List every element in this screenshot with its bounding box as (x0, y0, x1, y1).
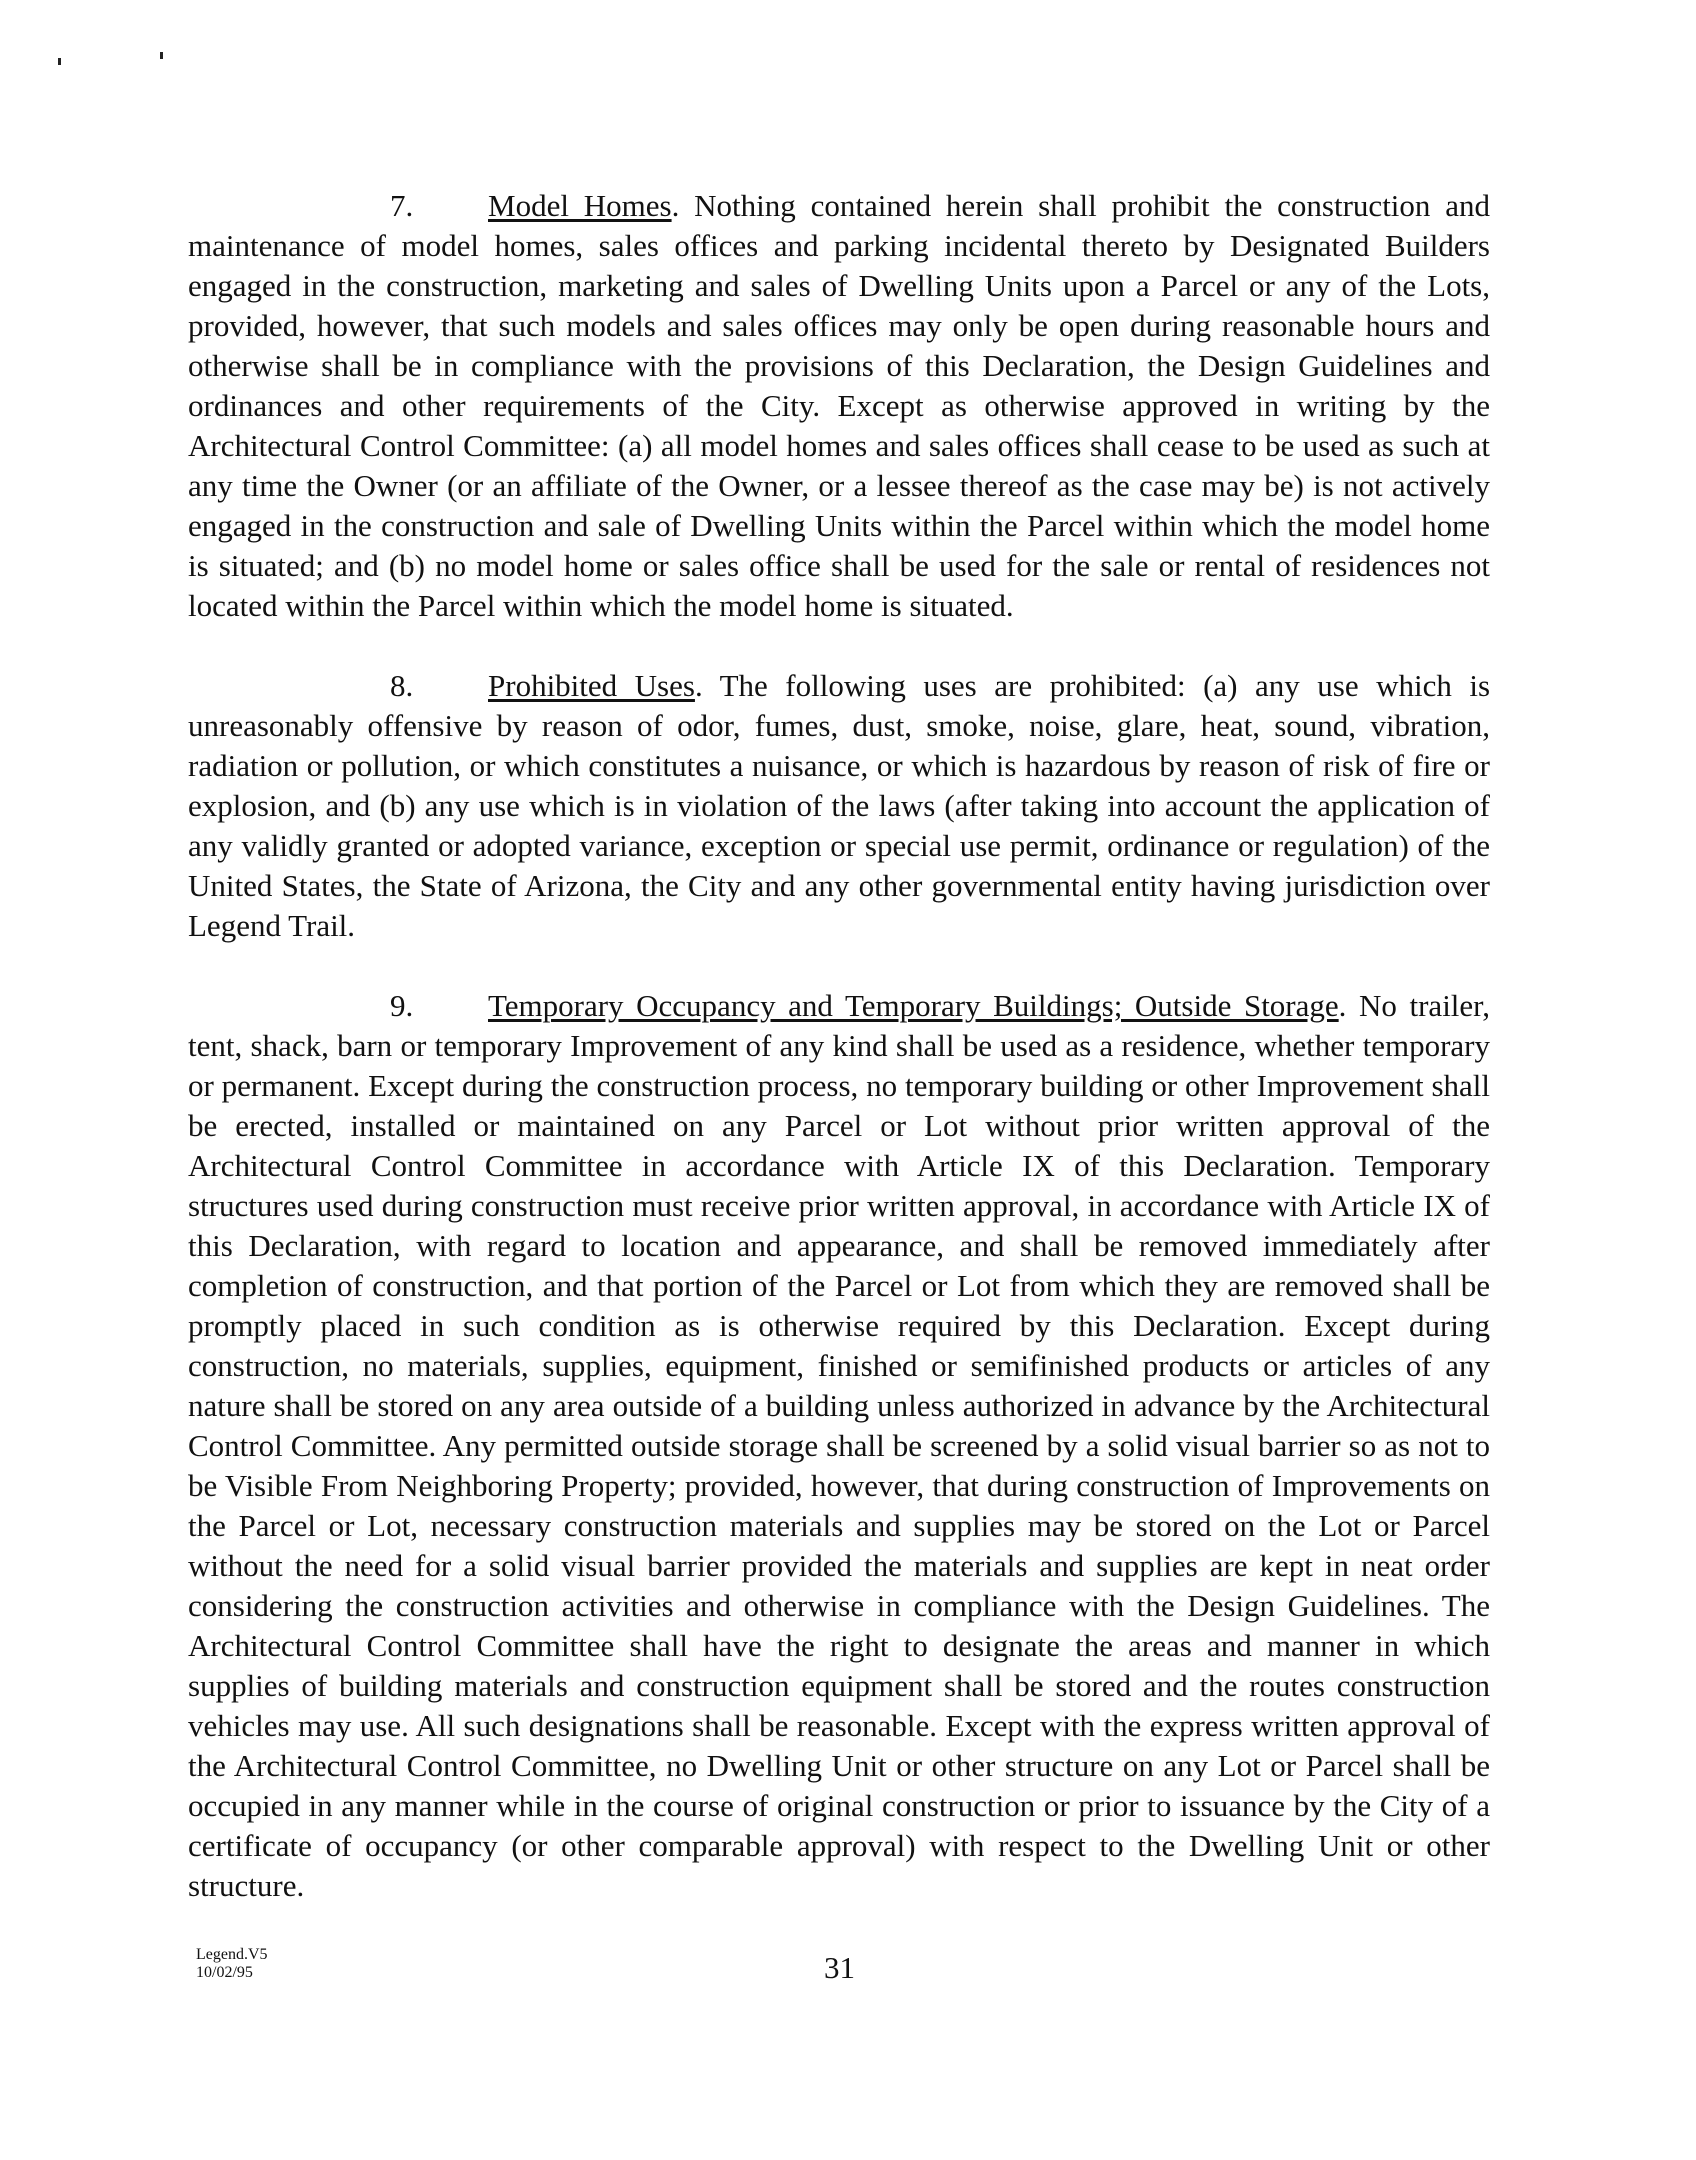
scan-artifact-mark (58, 58, 61, 65)
section-number: 8. (390, 668, 414, 703)
section-text: . Nothing contained herein shall prohibit the construction and maintenance of model homes, sales offices and parking incidental thereto by Designated Builders engaged in the construction, marketing and sales of Dwelling Units upon a Parcel or any of the Lots, provided, however, that such models and sales offices may only be open during reasonable hours and otherwise shall be in compliance with the provisions of this Declaration, the Design Guidelines and ordinances and other requirements of the City. Except as otherwise approved in writing by the Architectural Control Committee: (a) all model homes and sales offices shall cease to be used as such at any time the Owner (or an affiliate of the Owner, or a lessee thereof as the case may be) is not actively engaged in the construction and sale of Dwelling Units within the Parcel within which the model home is situated; and (b) no model home or sales office shall be used for the sale or rental of residences not located within the Parcel within which the model home is situated. (188, 188, 1490, 623)
page-number: 31 (824, 1950, 855, 1985)
section-heading: Temporary Occupancy and Temporary Buildings; Outside Storage (488, 988, 1339, 1023)
body-text (188, 186, 1490, 1906)
footer-doc-info (196, 1946, 268, 1982)
section-paragraph-7 (188, 186, 1490, 626)
section-text: . The following uses are prohibited: (a) any use which is unreasonably offensive by reason of odor, fumes, dust, smoke, noise, glare, heat, sound, vibration, radiation or pollution, or which constitutes a nuisance, or which is hazardous by reason of risk of fire or explosion, and (b) any use which is in violation of the laws (after taking into account the application of any validly granted or adopted variance, exception or special use permit, ordinance or regulation) of the United States, the State of Arizona, the City and any other governmental entity having jurisdiction over Legend Trail. (188, 668, 1491, 943)
section-text: . No trailer, tent, shack, barn or temporary Improvement of any kind shall be used as a residence, whether temporary or permanent. Except during the construction process, no temporary building or other Improvement shall be erected, installed or maintained on any Parcel or Lot without prior written approval of the Architectural Control Committee in accordance with Article IX of this Declaration. Temporary structures used during construction must receive prior written approval, in accordance with Article IX of this Declaration, with regard to location and appearance, and shall be removed immediately after completion of construction, and that portion of the Parcel or Lot from which they are removed shall be promptly placed in such condition as is otherwise required by this Declaration. Except during construction, no materials, supplies, equipment, finished or semifinished products or articles of any nature shall be stored on any area outside of a building unless authorized in advance by the Architectural Control Committee. Any permitted outside storage shall be screened by a solid visual barrier so as not to be Visible From Neighboring Property; provided, however, that during construction of Improvements on the Parcel or Lot, necessary construction materials and supplies may be stored on the Lot or Parcel without the need for a solid visual barrier provided the materials and supplies are kept in neat order considering the construction activities and otherwise in compliance with the Design Guidelines. The Architectural Control Committee shall have the right to designate the areas and manner in which supplies of building materials and construction equipment shall be stored and the routes construction vehicles may use. All such designations shall be reasonable. Except with the express written approval of the Architectural Control Committee, no Dwelling Unit or other structure on any Lot or Parcel shall be occupied in any manner while in the course of original construction or prior to issuance by the City of a certificate of occupancy (or other comparable approval) with respect to the Dwelling Unit or other structure. (188, 988, 1491, 1903)
footer-doc-id: Legend.V5 (196, 1946, 268, 1963)
section-number: 7. (390, 188, 414, 223)
section-paragraph-8 (188, 666, 1490, 946)
section-heading: Prohibited Uses (488, 668, 695, 703)
footer-date: 10/02/95 (196, 1964, 253, 1981)
section-heading: Model Homes (488, 188, 672, 223)
section-number: 9. (390, 988, 414, 1023)
section-paragraph-9 (188, 986, 1490, 1906)
scan-artifact-mark (160, 52, 163, 59)
